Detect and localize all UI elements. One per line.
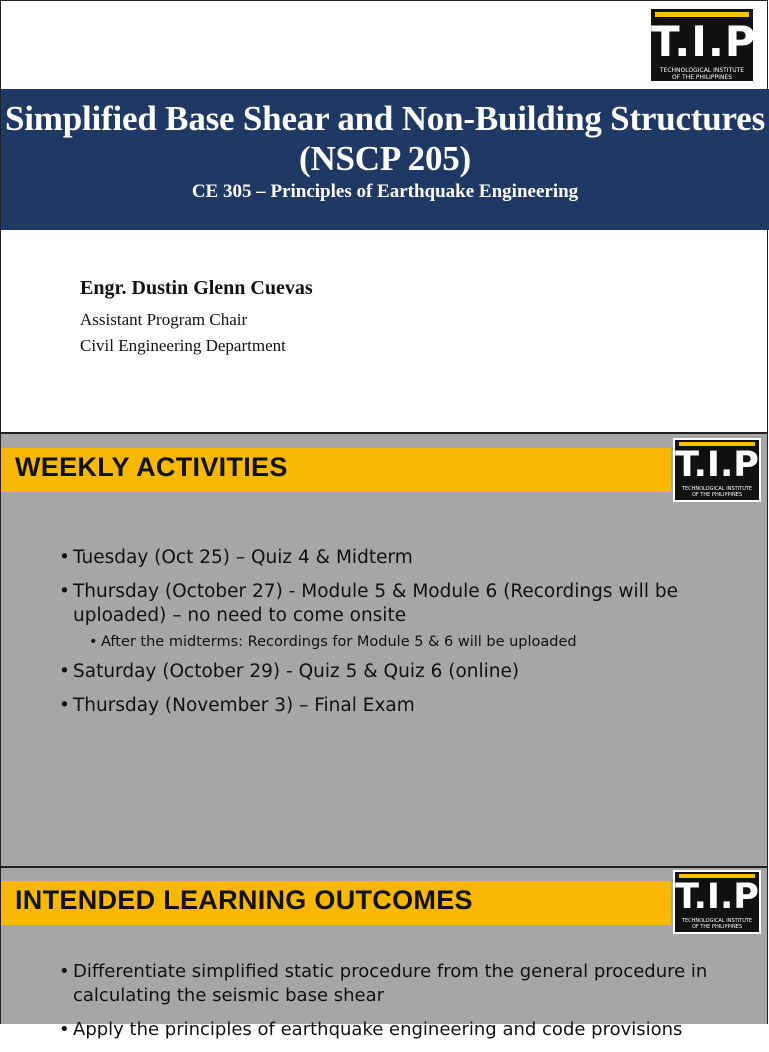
learning-outcomes-slide <box>0 867 768 1040</box>
list-item: • Tuesday (Oct 25) – Quiz 4 & Midterm <box>59 546 727 570</box>
logo-letters: T.I.P <box>675 877 759 917</box>
logo-tagline-line-1: TECHNOLOGICAL INSTITUTE <box>659 67 745 74</box>
presenter-block <box>80 277 313 362</box>
activities-list <box>59 546 727 728</box>
logo-letters: T.I.P <box>651 17 757 66</box>
outcomes-list <box>59 960 727 1052</box>
title-band <box>1 89 769 230</box>
list-item: • Saturday (October 29) - Quiz 5 & Quiz 6 (online) <box>59 660 727 684</box>
course-subtitle: CE 305 – Principles of Earthquake Engineering <box>191 181 579 202</box>
title-slide <box>0 0 768 433</box>
presenter-name: Engr. Dustin Glenn Cuevas <box>80 277 313 299</box>
presenter-role: Assistant Program Chair <box>80 310 248 329</box>
slide-heading: INTENDED LEARNING OUTCOMES <box>15 885 473 915</box>
presenter-department: Civil Engineering Department <box>80 336 286 355</box>
header-bar <box>1 448 671 492</box>
header-bar <box>1 881 671 925</box>
logo-tagline <box>651 67 753 81</box>
logo-tagline-line-2: OF THE PHILIPPINES <box>671 74 733 81</box>
slide-heading: WEEKLY ACTIVITIES <box>15 452 288 482</box>
logo-tagline-line-2: OF THE PHILIPPINES <box>691 924 743 930</box>
tip-logo <box>649 7 755 83</box>
list-item: • Apply the principles of earthquake engineering and code provisions <box>59 1018 727 1042</box>
logo-tagline-line-1: TECHNOLOGICAL INSTITUTE <box>681 918 753 924</box>
list-item: • Thursday (November 3) – Final Exam <box>59 694 727 718</box>
tip-logo <box>673 438 761 502</box>
tip-logo <box>673 870 761 934</box>
logo-tagline-line-1: TECHNOLOGICAL INSTITUTE <box>681 486 753 492</box>
weekly-activities-slide <box>0 433 768 867</box>
logo-tagline <box>675 486 759 498</box>
list-item: • Thursday (October 27) - Module 5 & Module 6 (Recordings will be uploaded) – no need to come onsite <box>59 580 727 628</box>
list-item: • Differentiate simplified static procedure from the general procedure in calculating the seismic base shear <box>59 960 727 1008</box>
logo-tagline <box>675 918 759 930</box>
list-sub-item: • After the midterms: Recordings for Module 5 & 6 will be uploaded <box>89 632 727 652</box>
logo-tagline-line-2: OF THE PHILIPPINES <box>691 492 743 498</box>
slide-title: Simplified Base Shear and Non-Building Structures (NSCP 205) <box>4 99 766 178</box>
logo-letters: T.I.P <box>675 445 759 485</box>
